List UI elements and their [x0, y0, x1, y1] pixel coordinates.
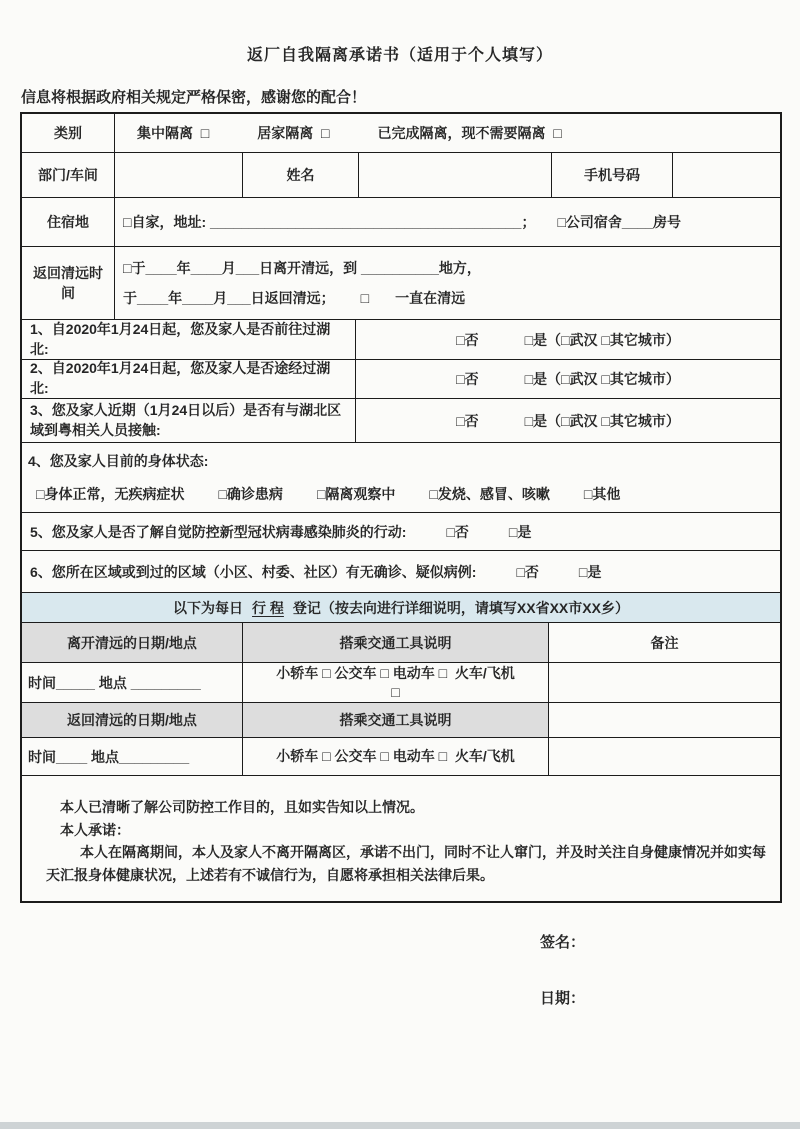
checkbox-q3-no[interactable]: □否 — [456, 412, 479, 429]
checkbox-q6-yes[interactable]: □是 — [578, 563, 602, 580]
checkbox-q6-no[interactable]: □否 — [516, 563, 539, 580]
travel-header-suffix: 登记（按去向进行详细说明，请填写XX省XX市XX乡） — [292, 599, 629, 616]
return-remark-header-cell[interactable] — [548, 703, 780, 737]
depart-transport-options[interactable] — [242, 663, 548, 702]
travel-header-prefix: 以下为每日 — [173, 599, 244, 616]
commitment-line1: 本人已清晰了解公司防控工作目的，且如实告知以上情况。 — [60, 799, 424, 815]
page-title: 返厂自我隔离承诺书（适用于个人填写） — [246, 47, 553, 64]
checkbox-q5-no[interactable]: □否 — [446, 523, 469, 540]
commitment-cell — [22, 776, 780, 901]
checkbox-q3-yes[interactable]: □是（□武汉 □其它城市） — [524, 412, 680, 429]
checkbox-confirmed-sick[interactable]: □确诊患病 — [218, 486, 283, 502]
row-question-4 — [22, 442, 780, 512]
checkbox-centralized-quarantine[interactable]: 集中隔离 □ — [137, 125, 210, 141]
question-3-text: 3、您及家人近期（1月24日以后）是否有与湖北区域到粤相关人员接触: — [30, 401, 342, 438]
checkbox-q2-no[interactable]: □否 — [456, 371, 479, 387]
return-remark-input-cell[interactable] — [548, 738, 780, 775]
commitment-line2: 本人承诺： — [60, 821, 130, 838]
question-1-answers — [355, 320, 780, 359]
checkbox-left-qingyuan-blank[interactable]: □于____年____月___日离开清远，到 __________地方， — [123, 259, 481, 276]
row-depart-fill — [22, 662, 780, 702]
question-6-cell — [22, 551, 780, 592]
depart-transport-line2-box[interactable]: □ — [391, 683, 400, 700]
checkbox-home-quarantine[interactable]: 居家隔离 □ — [257, 125, 330, 141]
depart-time-place-blank[interactable]: 时间_____ 地点 _________ — [28, 674, 201, 691]
travel-section-header — [22, 593, 780, 622]
row-question-5 — [22, 512, 780, 550]
depart-date-place-header: 离开清远的日期/地点 — [22, 623, 242, 662]
residence-options — [114, 198, 780, 246]
travel-header-underlined: 行 程 — [252, 599, 284, 616]
returned-qingyuan-blank[interactable]: 于____年____月___日返回清远； — [123, 290, 335, 307]
row-identity — [22, 152, 780, 197]
date-label[interactable]: 日期： — [540, 990, 586, 1007]
bottom-bar — [0, 1122, 800, 1129]
return-time-line2 — [123, 288, 465, 308]
row-return-fill — [22, 737, 780, 775]
dept-input-cell[interactable] — [114, 153, 242, 197]
row-question-6 — [22, 550, 780, 592]
return-transport-options[interactable] — [242, 738, 548, 775]
checkbox-q1-no[interactable]: □否 — [456, 331, 479, 348]
row-depart-header — [22, 622, 780, 662]
phone-label: 手机号码 — [551, 153, 672, 197]
checkbox-other[interactable]: □其他 — [583, 486, 621, 502]
residence-label: 住宿地 — [47, 214, 89, 230]
privacy-note: 信息将根据政府相关规定严格保密，感谢您的配合！ — [21, 89, 367, 106]
question-5-text: 5、您及家人是否了解自觉防控新型冠状病毒感染肺炎的行动: — [30, 523, 407, 540]
phone-input-cell[interactable] — [672, 153, 780, 197]
depart-remark-input-cell[interactable] — [548, 663, 780, 702]
question-4-options — [22, 471, 620, 504]
question-3-answers — [355, 399, 780, 442]
question-2-text: 2、自2020年1月24日起，您及家人是否途经过湖北: — [30, 360, 331, 396]
name-input-cell[interactable] — [358, 153, 551, 197]
name-label: 姓名 — [242, 153, 358, 197]
checkbox-q2-yes[interactable]: □是（□武汉 □其它城市） — [524, 371, 680, 387]
row-return-time — [22, 246, 780, 319]
always-in-qingyuan-label: 一直在清远 — [395, 290, 466, 307]
checkbox-quarantine-completed[interactable]: 已完成隔离，现不需要隔离 □ — [377, 125, 562, 141]
return-time-place-blank[interactable]: 时间____ 地点_________ — [28, 748, 190, 765]
question-5-cell — [22, 513, 780, 550]
signature-label[interactable]: 签名： — [540, 934, 586, 951]
question-1-text: 1、自2020年1月24日起，您及家人是否前往过湖北: — [30, 320, 331, 357]
return-time-label: 返回清远时间 — [33, 265, 103, 301]
depart-transport-header: 搭乘交通工具说明 — [242, 623, 548, 662]
checkbox-fever-cold-cough[interactable]: □发烧、感冒、咳嗽 — [429, 486, 550, 502]
checkbox-under-observation[interactable]: □隔离观察中 — [316, 486, 396, 502]
return-transport-line[interactable]: 小轿车 □ 公交车 □ 电动车 □ 火车/飞机 — [276, 748, 515, 765]
return-time-content — [114, 247, 780, 319]
question-6-text: 6、您所在区域或到过的区域（小区、村委、社区）有无确诊、疑似病例: — [30, 563, 477, 580]
checkbox-company-dorm[interactable]: □公司宿舍____房号 — [557, 214, 682, 230]
row-return-header — [22, 702, 780, 737]
question-4-cell — [22, 443, 780, 512]
checkbox-healthy[interactable]: □身体正常，无疾病症状 — [36, 486, 185, 502]
dept-label: 部门/车间 — [38, 167, 98, 183]
remark-header: 备注 — [548, 623, 780, 662]
checkbox-always-in-qingyuan[interactable]: □ — [360, 290, 370, 307]
row-travel-header — [22, 592, 780, 622]
return-transport-header: 搭乘交通工具说明 — [242, 703, 548, 737]
row-category — [22, 114, 780, 152]
commitment-body: 本人在隔离期间，本人及家人不离开隔离区，承诺不出门，同时不让人窜门，并及时关注自身健康情况并如实每天汇报身体健康状况，上述若有不诚信行为，自愿将承担相关法律后果。 — [46, 844, 766, 884]
depart-transport-line1[interactable]: 小轿车 □ 公交车 □ 电动车 □ 火车/飞机 — [276, 664, 515, 681]
row-question-1 — [22, 319, 780, 359]
checkbox-q1-yes[interactable]: □是（□武汉 □其它城市） — [524, 331, 680, 348]
question-2-answers — [355, 360, 780, 398]
checkbox-home-address[interactable]: □自家，地址: ________________________________________； — [123, 214, 536, 230]
question-4-text: 4、您及家人目前的身体状态: — [28, 453, 209, 469]
row-question-2 — [22, 359, 780, 398]
category-label: 类别 — [54, 125, 82, 141]
return-date-place-header: 返回清远的日期/地点 — [22, 703, 242, 737]
row-commitment — [22, 775, 780, 901]
form-table — [20, 112, 782, 903]
row-question-3 — [22, 398, 780, 442]
checkbox-q5-yes[interactable]: □是 — [508, 523, 532, 540]
category-options — [114, 114, 780, 152]
row-residence — [22, 197, 780, 246]
